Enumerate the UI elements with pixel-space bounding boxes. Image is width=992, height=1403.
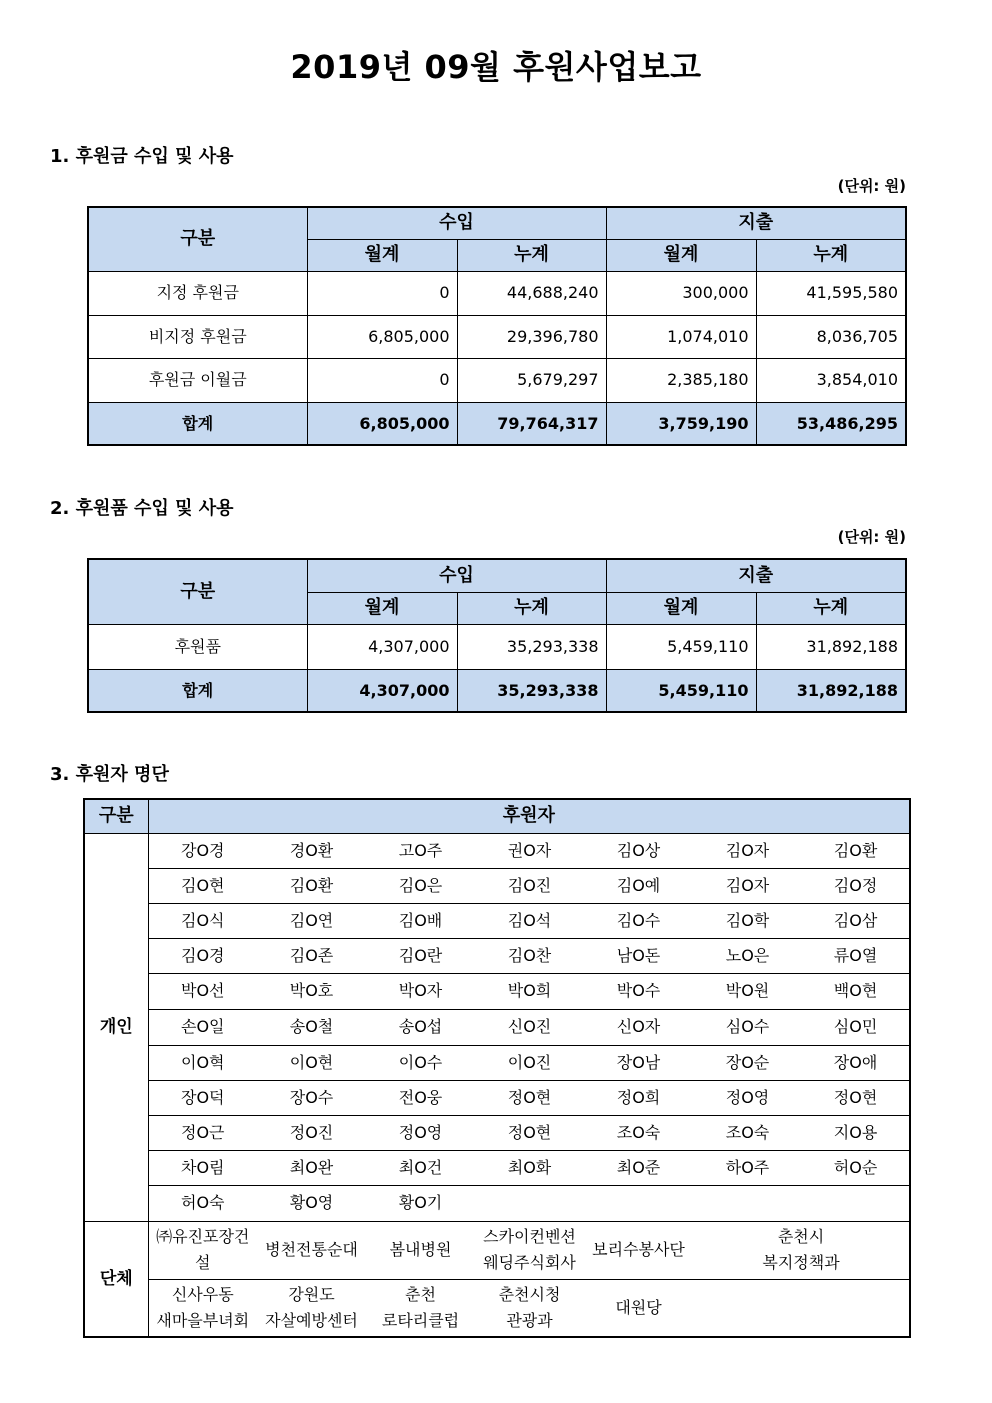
group-donor-name: 신사우동 새마을부녀회 bbox=[148, 1279, 257, 1337]
cell-value: 31,892,188 bbox=[756, 624, 906, 669]
donation-goods-table bbox=[87, 558, 907, 713]
donor-name: 송O섭 bbox=[366, 1009, 475, 1045]
header-income-cumulative: 누계 bbox=[457, 592, 606, 624]
group-donor-name: 봄내병원 bbox=[366, 1221, 475, 1279]
header-expense-monthly: 월계 bbox=[606, 239, 756, 271]
donor-name: 김O찬 bbox=[475, 938, 584, 973]
donor-name: 박O수 bbox=[584, 973, 693, 1009]
header-income-monthly: 월계 bbox=[307, 592, 457, 624]
donor-name: 신O자 bbox=[584, 1009, 693, 1045]
donor-name: 김O삼 bbox=[802, 903, 910, 938]
donor-name: 김O수 bbox=[584, 903, 693, 938]
donor-name: 박O희 bbox=[475, 973, 584, 1009]
donor-name: 노O은 bbox=[693, 938, 802, 973]
donor-name: 정O현 bbox=[475, 1080, 584, 1115]
cell-value: 300,000 bbox=[606, 271, 756, 315]
group-donor-name: 스카이컨벤션 웨딩주식회사 bbox=[475, 1221, 584, 1279]
donor-name: 조O숙 bbox=[693, 1115, 802, 1150]
total-value: 35,293,338 bbox=[457, 669, 606, 712]
cell-value: 29,396,780 bbox=[457, 315, 606, 358]
donor-name: 신O진 bbox=[475, 1009, 584, 1045]
donor-name: 박O원 bbox=[693, 973, 802, 1009]
donor-name: 이O수 bbox=[366, 1045, 475, 1080]
donor-name: 김O은 bbox=[366, 868, 475, 903]
donor-name: 황O영 bbox=[257, 1185, 366, 1221]
donor-name: 장O남 bbox=[584, 1045, 693, 1080]
table-row bbox=[88, 315, 906, 358]
group-donor-name: 강원도 자살예방센터 bbox=[257, 1279, 366, 1337]
donor-name: 박O자 bbox=[366, 973, 475, 1009]
donor-name bbox=[584, 1185, 693, 1221]
row-label: 후원금 이월금 bbox=[88, 358, 307, 402]
donor-row bbox=[84, 1185, 910, 1221]
donor-name: 김O학 bbox=[693, 903, 802, 938]
donor-name: 정O진 bbox=[257, 1115, 366, 1150]
group-donor-name: ㈜유진포장건설 bbox=[148, 1221, 257, 1279]
row-label: 후원품 bbox=[88, 624, 307, 669]
total-value: 5,459,110 bbox=[606, 669, 756, 712]
donor-name: 김O란 bbox=[366, 938, 475, 973]
header-expense-cumulative: 누계 bbox=[756, 592, 906, 624]
donor-row bbox=[84, 868, 910, 903]
cell-value: 41,595,580 bbox=[756, 271, 906, 315]
group-donor-name bbox=[693, 1279, 910, 1337]
donor-name: 권O자 bbox=[475, 833, 584, 868]
header-expense-cumulative: 누계 bbox=[756, 239, 906, 271]
total-label: 합계 bbox=[88, 669, 307, 712]
donor-name: 최O화 bbox=[475, 1150, 584, 1185]
header-expense-monthly: 월계 bbox=[606, 592, 756, 624]
donor-name: 김O연 bbox=[257, 903, 366, 938]
donor-name: 전O웅 bbox=[366, 1080, 475, 1115]
donor-name: 김O환 bbox=[802, 833, 910, 868]
table-row bbox=[88, 624, 906, 669]
donor-name: 장O순 bbox=[693, 1045, 802, 1080]
donor-name: 류O열 bbox=[802, 938, 910, 973]
cell-value: 3,854,010 bbox=[756, 358, 906, 402]
total-row bbox=[88, 669, 906, 712]
donor-name: 하O주 bbox=[693, 1150, 802, 1185]
donor-name: 허O숙 bbox=[148, 1185, 257, 1221]
donor-name: 김O상 bbox=[584, 833, 693, 868]
total-label: 합계 bbox=[88, 402, 307, 445]
total-value: 6,805,000 bbox=[307, 402, 457, 445]
donor-name: 김O자 bbox=[693, 833, 802, 868]
donor-row bbox=[84, 938, 910, 973]
cell-value: 2,385,180 bbox=[606, 358, 756, 402]
donor-row bbox=[84, 1150, 910, 1185]
donor-list-table bbox=[83, 798, 911, 1338]
donor-name: 김O식 bbox=[148, 903, 257, 938]
donor-name: 심O민 bbox=[802, 1009, 910, 1045]
cell-value: 0 bbox=[307, 271, 457, 315]
section1-unit: (단위: 원) bbox=[837, 177, 906, 195]
page-title: 2019년 09월 후원사업보고 bbox=[290, 48, 702, 86]
table-row bbox=[88, 271, 906, 315]
cell-value: 5,459,110 bbox=[606, 624, 756, 669]
donor-name: 정O근 bbox=[148, 1115, 257, 1150]
cell-value: 5,679,297 bbox=[457, 358, 606, 402]
donor-row bbox=[84, 1115, 910, 1150]
header-income-cumulative: 누계 bbox=[457, 239, 606, 271]
group-donor-name: 춘천 로타리클럽 bbox=[366, 1279, 475, 1337]
header-category: 구분 bbox=[88, 207, 307, 271]
donor-name bbox=[475, 1185, 584, 1221]
header-expense: 지출 bbox=[606, 207, 906, 239]
donor-name: 이O혁 bbox=[148, 1045, 257, 1080]
donor-name: 황O기 bbox=[366, 1185, 475, 1221]
total-value: 79,764,317 bbox=[457, 402, 606, 445]
donor-name: 박O선 bbox=[148, 973, 257, 1009]
total-value: 3,759,190 bbox=[606, 402, 756, 445]
group-category: 단체 bbox=[84, 1221, 148, 1337]
donor-name: 이O현 bbox=[257, 1045, 366, 1080]
cell-value: 1,074,010 bbox=[606, 315, 756, 358]
total-value: 53,486,295 bbox=[756, 402, 906, 445]
cell-value: 4,307,000 bbox=[307, 624, 457, 669]
donor-name: 정O현 bbox=[802, 1080, 910, 1115]
donor-name: 김O현 bbox=[148, 868, 257, 903]
donor-name: 백O현 bbox=[802, 973, 910, 1009]
donor-name: 김O환 bbox=[257, 868, 366, 903]
group-row bbox=[84, 1221, 910, 1279]
donor-name: 정O희 bbox=[584, 1080, 693, 1115]
header-donor: 후원자 bbox=[148, 799, 910, 833]
donor-name: 이O진 bbox=[475, 1045, 584, 1080]
group-donor-name: 대원당 bbox=[584, 1279, 693, 1337]
donor-name: 심O수 bbox=[693, 1009, 802, 1045]
group-donor-name: 춘천시청 관광과 bbox=[475, 1279, 584, 1337]
donor-name: 허O순 bbox=[802, 1150, 910, 1185]
donor-name: 김O경 bbox=[148, 938, 257, 973]
donor-row bbox=[84, 1045, 910, 1080]
donor-name: 지O용 bbox=[802, 1115, 910, 1150]
total-value: 4,307,000 bbox=[307, 669, 457, 712]
donor-row bbox=[84, 903, 910, 938]
donor-name: 장O덕 bbox=[148, 1080, 257, 1115]
row-label: 비지정 후원금 bbox=[88, 315, 307, 358]
donor-name: 김O석 bbox=[475, 903, 584, 938]
section2-unit: (단위: 원) bbox=[837, 528, 906, 546]
donor-name: 고O주 bbox=[366, 833, 475, 868]
row-label: 지정 후원금 bbox=[88, 271, 307, 315]
donor-name: 박O호 bbox=[257, 973, 366, 1009]
donor-name: 장O수 bbox=[257, 1080, 366, 1115]
donation-money-table bbox=[87, 206, 907, 446]
donor-name: 차O림 bbox=[148, 1150, 257, 1185]
group-row bbox=[84, 1279, 910, 1337]
donor-name: 최O완 bbox=[257, 1150, 366, 1185]
group-donor-name: 병천전통순대 bbox=[257, 1221, 366, 1279]
group-donor-name: 보리수봉사단 bbox=[584, 1221, 693, 1279]
group-donor-name: 춘천시 복지정책과 bbox=[693, 1221, 910, 1279]
total-row bbox=[88, 402, 906, 445]
donor-name: 정O영 bbox=[366, 1115, 475, 1150]
donor-row bbox=[84, 1080, 910, 1115]
header-income: 수입 bbox=[307, 207, 606, 239]
total-value: 31,892,188 bbox=[756, 669, 906, 712]
header-expense: 지출 bbox=[606, 559, 906, 592]
cell-value: 44,688,240 bbox=[457, 271, 606, 315]
donor-row bbox=[84, 833, 910, 868]
individual-category: 개인 bbox=[84, 833, 148, 1221]
cell-value: 0 bbox=[307, 358, 457, 402]
donor-name: 장O애 bbox=[802, 1045, 910, 1080]
donor-name: 김O예 bbox=[584, 868, 693, 903]
cell-value: 8,036,705 bbox=[756, 315, 906, 358]
donor-name: 조O숙 bbox=[584, 1115, 693, 1150]
donor-name: 강O경 bbox=[148, 833, 257, 868]
donor-name bbox=[802, 1185, 910, 1221]
donor-name bbox=[693, 1185, 802, 1221]
cell-value: 35,293,338 bbox=[457, 624, 606, 669]
donor-row bbox=[84, 1009, 910, 1045]
section1-heading: 1. 후원금 수입 및 사용 bbox=[50, 146, 234, 167]
section2-heading: 2. 후원품 수입 및 사용 bbox=[50, 498, 234, 519]
cell-value: 6,805,000 bbox=[307, 315, 457, 358]
table-row bbox=[88, 358, 906, 402]
header-income-monthly: 월계 bbox=[307, 239, 457, 271]
header-income: 수입 bbox=[307, 559, 606, 592]
donor-name: 경O환 bbox=[257, 833, 366, 868]
donor-name: 김O배 bbox=[366, 903, 475, 938]
donor-name: 정O영 bbox=[693, 1080, 802, 1115]
donor-name: 남O돈 bbox=[584, 938, 693, 973]
donor-name: 최O건 bbox=[366, 1150, 475, 1185]
donor-name: 김O자 bbox=[693, 868, 802, 903]
donor-row bbox=[84, 973, 910, 1009]
header-category: 구분 bbox=[84, 799, 148, 833]
donor-name: 송O철 bbox=[257, 1009, 366, 1045]
section3-heading: 3. 후원자 명단 bbox=[50, 764, 169, 785]
donor-name: 김O존 bbox=[257, 938, 366, 973]
donor-name: 정O현 bbox=[475, 1115, 584, 1150]
donor-name: 김O정 bbox=[802, 868, 910, 903]
donor-name: 손O일 bbox=[148, 1009, 257, 1045]
header-category: 구분 bbox=[88, 559, 307, 624]
donor-name: 최O준 bbox=[584, 1150, 693, 1185]
donor-name: 김O진 bbox=[475, 868, 584, 903]
